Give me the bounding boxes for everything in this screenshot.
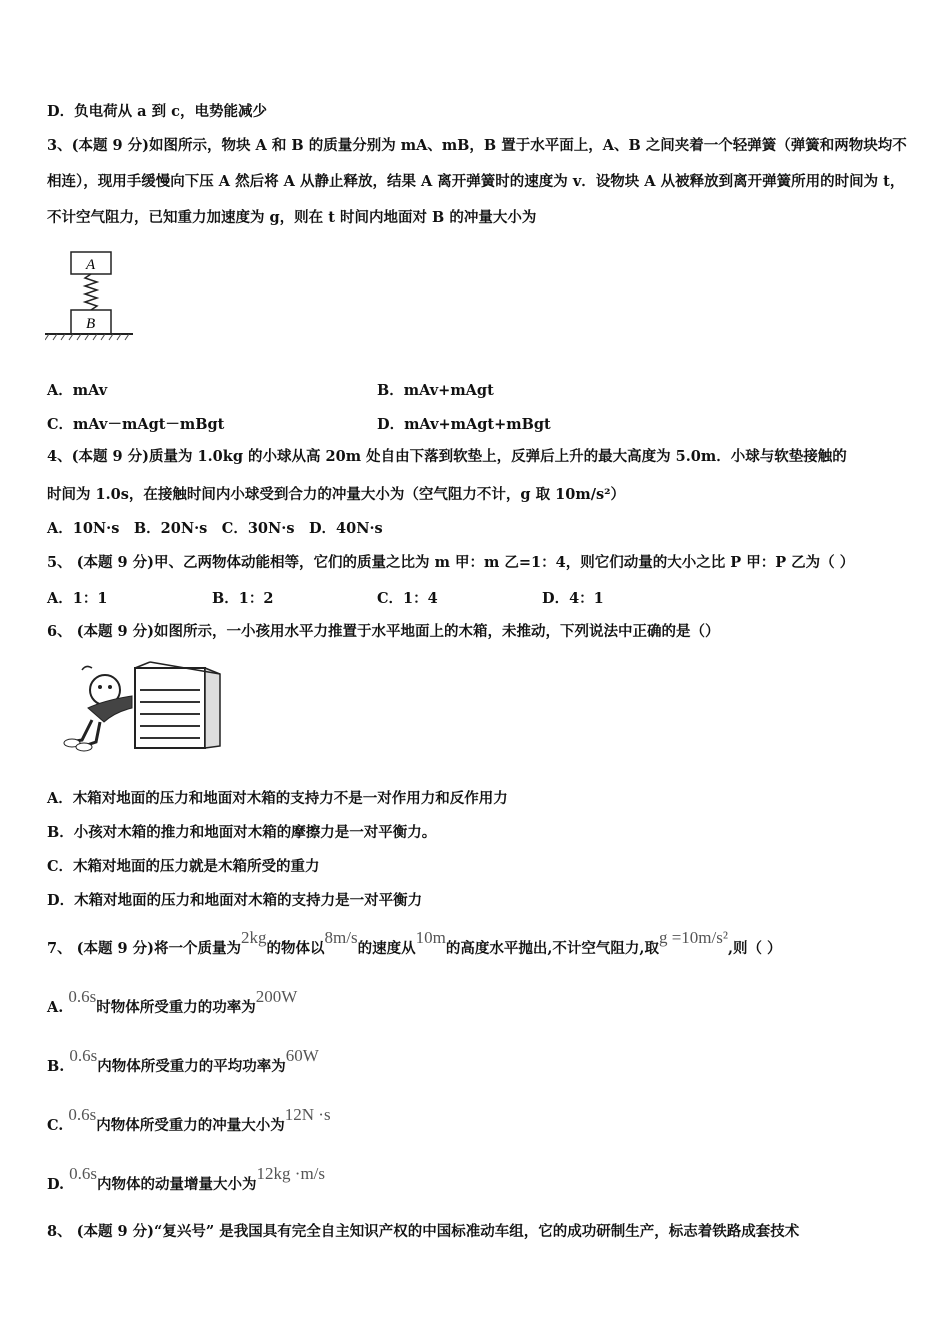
q7-b-label: B. [47, 1058, 65, 1075]
spring-blocks-figure [45, 250, 135, 342]
block-b-label: B [86, 316, 96, 332]
q7-c-text: 内物体所受重力的冲量大小为 [96, 1117, 285, 1134]
q7-c-value: 12N ·s [284, 1105, 331, 1124]
q5-option-a: A．1：1 [47, 590, 108, 607]
q7-c-time: 0.6s [68, 1105, 97, 1124]
question-5: 5、 (本题 9 分)甲、乙两物体动能相等，它们的质量之比为 m 甲：m 乙=1：4，则它们动量的大小之比 P 甲：P 乙为（ ） [47, 554, 855, 571]
q7-option-a [47, 987, 298, 1018]
q6-option-a: A．木箱对地面的压力和地面对木箱的支持力不是一对作用力和反作用力 [47, 790, 508, 807]
q7-c-label: C. [47, 1117, 64, 1134]
q7-text-1: 7、 (本题 9 分)将一个质量为 [47, 940, 242, 957]
q7-option-d [47, 1164, 326, 1195]
q7-height: 10m [415, 928, 446, 947]
q7-text-5: ,则（ ） [727, 940, 782, 957]
q7-option-c [47, 1105, 331, 1136]
q7-a-text: 时物体所受重力的功率为 [96, 999, 256, 1016]
q7-b-value: 60W [285, 1046, 319, 1065]
q2-option-d: D．负电荷从 a 到 c，电势能减少 [47, 103, 267, 120]
q6-option-b: B．小孩对木箱的推力和地面对木箱的摩擦力是一对平衡力。 [47, 824, 437, 841]
question-4-line-1: 4、(本题 9 分)质量为 1.0kg 的小球从高 20m 处自由下落到软垫上，反弹后上升的最大高度为 5.0m．小球与软垫接触的 [47, 448, 847, 465]
q7-option-b [47, 1046, 319, 1077]
q5-option-d: D．4：1 [542, 590, 604, 607]
q3-option-d: D．mAv+mAgt+mBgt [377, 416, 551, 433]
q7-a-time: 0.6s [68, 987, 97, 1006]
q5-option-b: B．1：2 [212, 590, 274, 607]
q7-d-value: 12kg ·m/s [256, 1164, 326, 1183]
q7-a-value: 200W [255, 987, 298, 1006]
q7-d-label: D. [47, 1176, 65, 1193]
q5-option-c: C．1：4 [377, 590, 438, 607]
child-pushing-box-figure [60, 660, 225, 752]
q7-text-4: 的高度水平抛出,不计空气阻力,取 [445, 940, 659, 957]
question-8: 8、 (本题 9 分)“复兴号” 是我国具有完全自主知识产权的中国标准动车组，它的成功研制生产，标志着铁路成套技术 [47, 1223, 800, 1240]
question-7 [47, 928, 782, 959]
q7-gravity: g =10m/s² [658, 928, 728, 947]
q7-mass: 2kg [241, 928, 267, 947]
q3-option-b: B．mAv+mAgt [377, 382, 494, 399]
q6-option-c: C．木箱对地面的压力就是木箱所受的重力 [47, 858, 320, 875]
question-4-line-2: 时间为 1.0s，在接触时间内小球受到合力的冲量大小为（空气阻力不计，g 取 10m/s²） [47, 486, 626, 503]
q3-option-a: A．mAv [47, 382, 108, 399]
q7-a-label: A. [47, 999, 64, 1016]
block-a-label: A [86, 257, 96, 273]
question-3: 3、(本题 9 分)如图所示，物块 A 和 B 的质量分别为 mA、mB，B 置于水平面上，A、B 之间夹着一个轻弹簧（弹簧和两物块均不相连），现用手缓慢向下压 A 然后将 A 从静止释放，结果 A 离开弹簧时的速度为 v．设物块 A 从被释放到离开弹簧所用的时间为 t，不计空气阻力，已知重力加速度为 g，则在 t 时间内地面对 B 的冲量大小为 [47, 137, 907, 226]
q7-b-time: 0.6s [69, 1046, 98, 1065]
q7-speed: 8m/s [324, 928, 358, 947]
q4-options: A．10N·s B．20N·s C．30N·s D．40N·s [47, 520, 383, 537]
q3-option-c: C．mAv－mAgt－mBgt [47, 416, 225, 433]
q7-d-text: 内物体的动量增量大小为 [97, 1176, 257, 1193]
q7-b-text: 内物体所受重力的平均功率为 [97, 1058, 286, 1075]
question-6: 6、 (本题 9 分)如图所示，一小孩用水平力推置于水平地面上的木箱，未推动，下列说法中正确的是（） [47, 623, 720, 640]
q7-text-3: 的速度从 [357, 940, 416, 957]
q7-d-time: 0.6s [69, 1164, 98, 1183]
q6-option-d: D．木箱对地面的压力和地面对木箱的支持力是一对平衡力 [47, 892, 423, 909]
q7-text-2: 的物体以 [266, 940, 325, 957]
